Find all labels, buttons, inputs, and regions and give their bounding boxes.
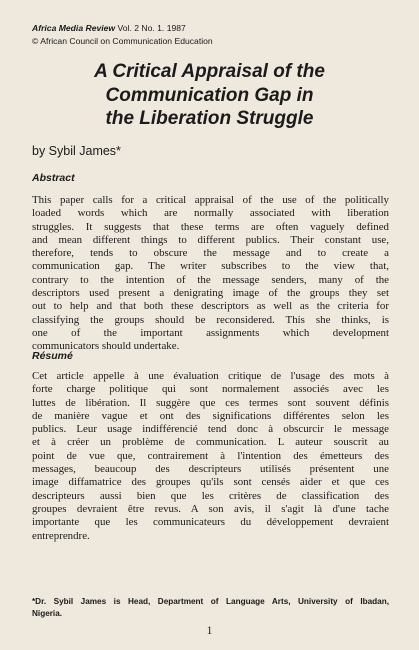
resume-line: point de vue que, contrairement à l'intention des émetteurs des (32, 449, 389, 462)
journal-name: Africa Media Review (32, 23, 116, 33)
footnote-line: *Dr. Sybil James is Head, Department of Language Arts, University of Ibadan, (32, 597, 389, 606)
resume-line: entreprendre. (32, 529, 90, 542)
resume-line: luttes de libération. Il suggère que ces termes sont souvent définis (32, 396, 389, 409)
page-number: 1 (206, 625, 213, 637)
resume-line: image diffamatrice des groupes qu'ils sont censés aider et que ces (32, 476, 389, 489)
resume-line: messages, beaucoup des descripteurs utilisés présentent une (32, 463, 389, 476)
abstract-line: contrary to the intention of the message senders, many of the (32, 273, 389, 286)
journal-copyright: © African Council on Communication Education (32, 35, 213, 46)
abstract-line: loaded words which are normally associated with liberation (32, 207, 389, 220)
abstract-line: out to help and that both these descriptors as well as the criteria for (32, 300, 389, 313)
abstract-line: one of the important assignments which development (32, 326, 389, 339)
resume-line: descripteurs aussi bien que les critères de classification des (32, 489, 389, 502)
abstract-line: communication gap. The writer subscribes to the view that, (32, 260, 389, 273)
abstract-text (32, 194, 389, 354)
abstract-line: communicators should undertake. (32, 340, 180, 353)
abstract-line: and mean different things to different publics. Their constant use, (32, 233, 389, 246)
resume-line: forte charge politique qui sont normalement associés avec les (32, 383, 389, 396)
title-line: Communication Gap in (105, 84, 314, 106)
resume-line: Cet article appelle à une évaluation critique de l'usage des mots à (32, 370, 389, 382)
abstract-line: classifying the groups should be reconsidered. This she thinks, is (32, 313, 389, 326)
resume-line: importante que les communicateurs du développement devraient (32, 516, 389, 529)
journal-header (32, 22, 213, 47)
journal-citation (32, 22, 213, 35)
abstract-line: descriptors used present a denigrating image of the groups they set (32, 287, 389, 300)
resume-line: groupes devraient être revus. A son avis, il s'agit là d'une tache (32, 502, 389, 515)
footnote-line: Nigeria. (32, 608, 63, 618)
abstract-heading: Abstract (32, 172, 75, 184)
author-footnote (32, 596, 389, 619)
title-line: the Liberation Struggle (105, 108, 314, 129)
author-byline: by Sybil James* (32, 144, 121, 158)
resume-line: de manière vague et ont des significations différentes selon les (32, 409, 389, 422)
resume-line: publics. Leur usage indifférencié tend donc à obscurcir le message (32, 423, 389, 436)
abstract-line: This paper calls for a critical appraisal of the use of the politically (32, 194, 389, 206)
resume-text (32, 370, 389, 543)
resume-line: et à créer un problème de communication. L auteur souscrit au (32, 436, 389, 449)
title-line: A Critical Appraisal of the (94, 61, 325, 82)
journal-volume: Vol. 2 No. 1. 1987 (115, 23, 186, 33)
resume-heading: Résumé (32, 350, 73, 362)
article-title (20, 60, 399, 131)
abstract-line: struggles. It suggests that these terms are often vaguely defined (32, 220, 389, 233)
abstract-line: therefore, tends to obscure the message and to create a (32, 247, 389, 260)
